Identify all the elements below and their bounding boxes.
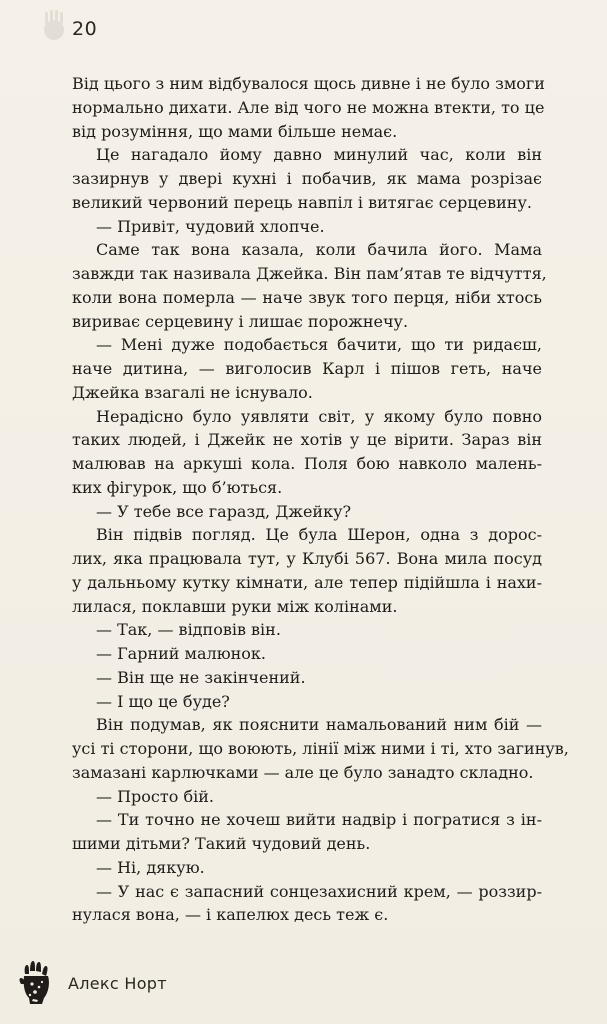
text-line: лих, яка працювала тут, у Клубі 567. Вона мила посуд [72, 549, 542, 568]
text-line: — Мені дуже подобається бачити, що ти ридаєш, [96, 335, 542, 355]
text-line: усі ті сторони, що воюють, лінії між ними і ті, хто загинув, [72, 739, 569, 758]
text-line: малював на аркуші кола. Поля бою навколо малень- [72, 454, 542, 473]
text-line: Це нагадало йому давно минулий час, коли він [96, 145, 542, 165]
text-line: коли вона померла — наче звук того перця, ніби хтось [72, 287, 542, 307]
text-line: — Він ще не закінчений. [96, 667, 306, 687]
text-line: Він подумав, як пояснити намальований ним бій — [96, 715, 542, 735]
text-line: Саме так вона казала, коли бачила його. Мама [96, 240, 542, 260]
page-number: 20 [72, 18, 98, 40]
text-line: — І що це буде? [96, 691, 230, 711]
text-line: — Так, — відповів він. [96, 620, 281, 640]
text-line: Джейка взагалі не існувало. [72, 382, 313, 402]
page-footer [18, 958, 167, 1008]
handprint-icon [18, 960, 54, 1006]
text-line: — У тебе все гаразд, Джейку? [96, 501, 352, 521]
text-line: у дальньому кутку кімнати, але тепер підійшла і нахи- [72, 572, 542, 592]
text-line: — Привіт, чудовий хлопче. [96, 216, 325, 236]
text-line: нормально дихати. Але від чого не можна втекти, то це [72, 97, 545, 117]
text-line: Від цього з ним відбувалося щось дивне і не було змоги [72, 74, 545, 93]
text-line: шими дітьми? Такий чудовий день. [72, 834, 371, 853]
text-line: завжди так називала Джейка. Він пам’ятав те відчуття, [72, 264, 547, 283]
text-line: від розуміння, що мами більше немає. [72, 121, 398, 141]
text-line: зазирнув у двері кухні і побачив, як мама розрізає [72, 169, 542, 188]
text-line: — Ти точно не хочеш вийти надвір і погратися з ін- [96, 810, 542, 830]
text-line: замазані карлючками — але це було занадто складно. [72, 762, 534, 782]
text-line: — У нас є запасний сонцезахисний крем, — роззир- [96, 881, 542, 901]
text-line: — Просто бій. [96, 786, 214, 806]
text-line: лилася, поклавши руки між колінами. [72, 596, 398, 616]
text-line: наче дитина, — виголосив Карл і пішов геть, наче [72, 359, 542, 378]
text-line: нулася вона, — і капелюх десь теж є. [72, 905, 389, 925]
text-line: великий червоний перець навпіл і витягає серцевину. [72, 192, 532, 212]
text-line: Він підвів погляд. Це була Шерон, одна з дорос- [96, 525, 542, 545]
handprint-watermark-icon [34, 8, 74, 48]
text-line: таких людей, і Джейк не хотів у це вірити. Зараз він [72, 430, 542, 450]
text-line: Нерадісно було уявляти світ, у якому було повно [96, 406, 542, 426]
text-line: ких фігурок, що б’ються. [72, 477, 283, 497]
text-line: — Ні, дякую. [96, 857, 205, 877]
text-line: — Гарний малюнок. [96, 644, 266, 663]
author-name: Алекс Норт [68, 973, 167, 993]
text-line: виривaє серцевину і лишає порожнечу. [72, 311, 409, 331]
body-text [72, 72, 569, 927]
